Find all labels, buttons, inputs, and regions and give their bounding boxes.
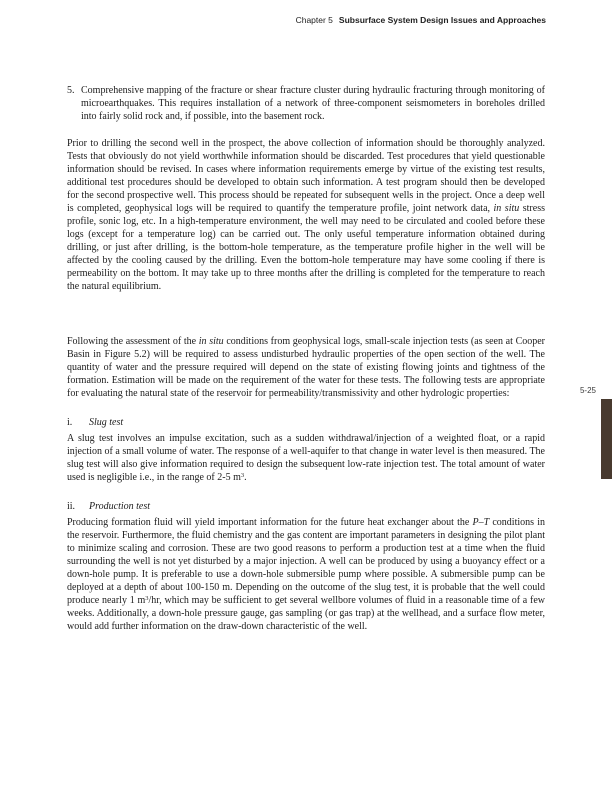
edge-accent-bar	[601, 399, 612, 479]
section-heading-production-test	[67, 500, 545, 513]
paragraph-analysis	[67, 137, 545, 293]
section-title: Production test	[89, 501, 151, 512]
text-run: stress profile, sonic log, etc. In a high-temperature environment, the well may need to be circulated and cooled before these logs (except for a temperature log) can be carried out. The only useful temperature information obtained during drilling, or just after drilling, is the bottom-hole temperature, as the temperature profile higher in the well will be affected by the cooling caused by the drilling. Even the bottom-hole temperature may have some cooling if there is permeability on the bottom. It may take up to three months after the drilling is completed for the temperature to reach the natural equilibrium.	[67, 203, 545, 292]
section-label: i.	[67, 417, 73, 428]
paragraph-production-test	[67, 516, 545, 633]
section-heading-slug-test	[67, 416, 545, 429]
paragraph-slug-test	[67, 432, 545, 484]
text-run: .	[244, 472, 247, 483]
chapter-title: Subsurface System Design Issues and Approaches	[338, 15, 546, 25]
paragraph-following	[67, 335, 545, 400]
list-item-5	[67, 84, 545, 123]
running-header	[296, 15, 546, 25]
section-title: Slug test	[89, 417, 124, 428]
text-run: Following the assessment of the	[67, 336, 199, 347]
text-run: A slug test involves an impulse excitation, such as a sudden withdrawal/injection of a weighted float, or a rapid injection of a small volume of water. The response of a well-aquifer to that change in water level is then measured. The slug test will also give information required to design the subsequent low-rate injection test. The total amount of water used is negligible i.e., in the range of 2-5 m	[67, 433, 545, 483]
text-run: conditions in the reservoir. Furthermore, the fluid chemistry and the gas content are important parameters in designing the pilot plant to minimize scaling and corrosion. These are two good reasons to perform a production test at a time when the fluid surrounding the well is not yet disturbed by a major injection. A well can be produced by using a buoyancy effect or a down-hole pump. It is preferable to use a down-hole submersible pump where possible. A submersible pump can be deployed at a depth of about 100-150 m. Depending on the outcome of the slug test, it is probable that the well could produce nearly 1 m	[67, 517, 545, 606]
text-run: conditions from geophysical logs, small-scale injection tests (as seen at Cooper Basin in Figure 5.2) will be required to assess undisturbed hydraulic properties of the open section of the well. The quantity of water and the pressure required will depend on the state of existing flowing joints and tightness of the formation. Estimation will be made on the requirement of the water for these tests. The following tests are appropriate for evaluating the natural state of the reservoir for permeability/transmissivity and other hydrologic properties:	[67, 336, 546, 399]
body-text	[67, 84, 545, 633]
list-item-number: 5.	[67, 85, 75, 96]
text-run: Prior to drilling the second well in the prospect, the above collection of information should be thoroughly analyzed. Tests that obviously do not yield worthwhile information should be discarded. Test procedures that yield questionable information should be revised. In cases where information requirements emerge by virtue of the existing test results, additional test procedures should be developed to obtain such information. A test program should then be developed for the second prospective well. This process should be repeated for subsequent wells in the project. Once a deep well is completed, geophysical logs will be required to quantify the temperature profile, joint network data,	[67, 138, 545, 214]
chapter-label: Chapter 5	[295, 15, 333, 25]
italic-run: P–T	[472, 517, 490, 528]
page-number: 5-25	[579, 386, 596, 395]
italic-run: in situ	[493, 203, 520, 214]
italic-run: in situ	[198, 336, 224, 347]
section-label: ii.	[67, 501, 76, 512]
superscript: 3	[240, 471, 245, 479]
list-item-text: Comprehensive mapping of the fracture or shear fracture cluster during hydraulic fracturing through monitoring of microearthquakes. This requires installation of a network of three-component seismometers in boreholes drilled into fairly solid rock and, if possible, into the basement rock.	[81, 85, 545, 122]
superscript: 3	[145, 594, 149, 602]
text-run: /hr, which may be sufficient to get several wellbore volumes of fluid in a reasonable time of a few weeks. Additionally, a down-hole pressure gauge, gas sampling (or gas trap) at the wellhead, and a surface flow meter, would add further information on the draw-down characteristic of the well.	[67, 595, 545, 632]
text-run: Producing formation fluid will yield important information for the future heat exchanger about the	[67, 517, 473, 528]
